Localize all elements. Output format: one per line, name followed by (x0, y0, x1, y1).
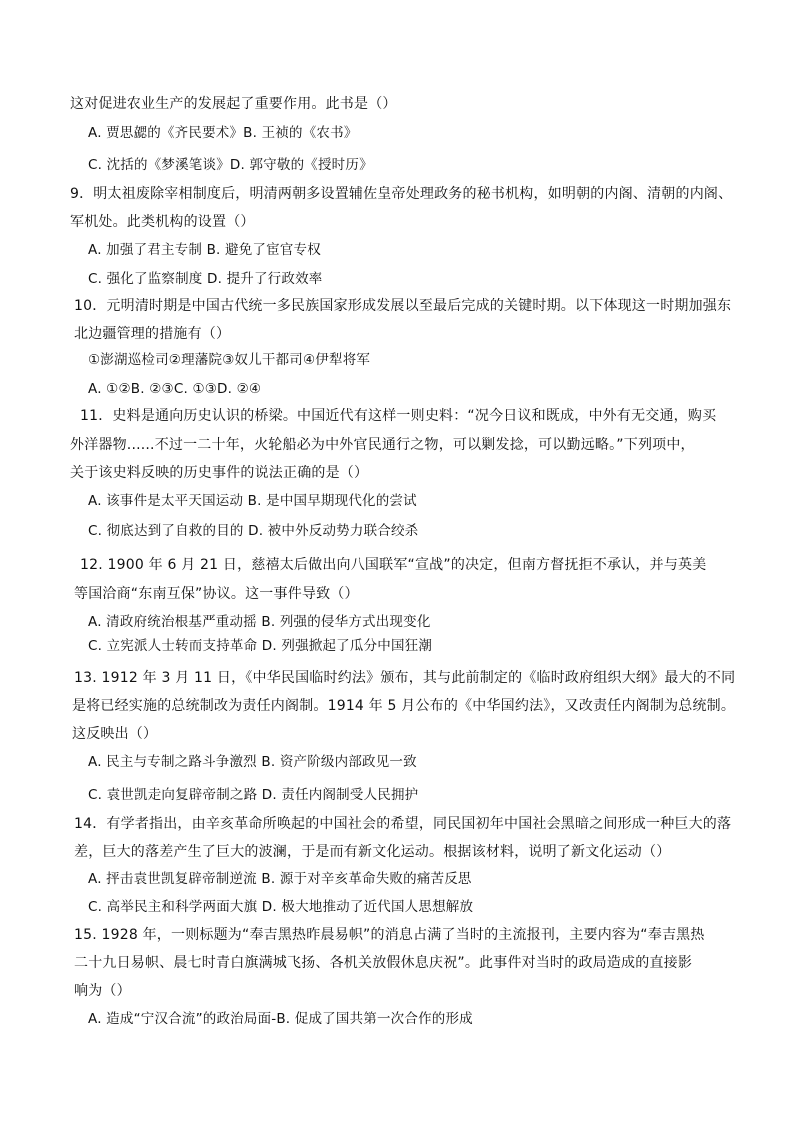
q13-options-cd: C. 袁世凯走向复辟帝制之路 D. 责任内阁制受人民拥护 (88, 787, 419, 803)
q9-options-cd: C. 强化了监察制度 D. 提升了行政效率 (88, 271, 323, 287)
q9-options-ab: A. 加强了君主专制 B. 避免了宦官专权 (88, 242, 321, 258)
q9-stem-line2: 军机处。此类机构的设置（） (70, 214, 255, 230)
q9-stem-line1: 9．明太祖废除宰相制度后，明清两朝多设置辅佐皇帝处理政务的秘书机构，如明朝的内阁、清朝的内阁、 (70, 186, 733, 202)
q8-options-cd: C. 沈括的《梦溪笔谈》D. 郭守敬的《授时历》 (88, 157, 373, 173)
q14-stem-line1: 14．有学者指出，由辛亥革命所唤起的中国社会的希望，同民国初年中国社会黑暗之间形成一种巨大的落 (74, 816, 732, 832)
q11-stem-line1: 11．史料是通向历史认识的桥梁。中国近代有这样一则史料：“况今日议和既成，中外有无交通，购买 (80, 408, 717, 424)
q10-stem-line1: 10．元明清时期是中国古代统一多民族国家形成发展以至最后完成的关键时期。以下体现这一时期加强东 (74, 298, 732, 314)
q13-stem-line1: 13. 1912 年 3 月 11 日，《中华民国临时约法》颁布，其与此前制定的《临时政府组织大纲》最大的不同 (74, 670, 736, 686)
q10-options: A. ①②B. ②③C. ①③D. ②④ (88, 381, 262, 397)
q15-stem-line3: 响为（） (74, 983, 131, 999)
q13-stem-line3: 这反映出（） (72, 726, 158, 742)
q12-stem-line1: 12. 1900 年 6 月 21 日，慈禧太后做出向八国联军“宣战”的决定，但南方督抚拒不承认，并与英美 (80, 557, 707, 573)
q12-options-ab: A. 清政府统治根基严重动摇 B. 列强的侵华方式出现变化 (88, 614, 431, 630)
q14-options-ab: A. 抨击袁世凯复辟帝制逆流 B. 源于对辛亥革命失败的痛苦反思 (88, 871, 472, 887)
q15-options-ab: A. 造成“宁汉合流”的政治局面-B. 促成了国共第一次合作的形成 (88, 1011, 473, 1027)
q15-stem-line2: 二十九日易帜、晨七时青白旗满城飞扬、各机关放假休息庆祝”。此事件对当时的政局造成的直接影 (74, 955, 693, 971)
q11-stem-line3: 关于该史料反映的历史事件的说法正确的是（） (70, 465, 369, 481)
q8-stem-continuation: 这对促进农业生产的发展起了重要作用。此书是（） (70, 96, 397, 112)
q14-stem-line2: 差，巨大的落差产生了巨大的波澜，于是而有新文化运动。根据该材料，说明了新文化运动（） (74, 844, 671, 860)
q11-stem-line2: 外洋器物......不过一二十年，火轮船必为中外官民通行之物，可以剿发捻，可以勤远略。”下列项中， (70, 437, 695, 453)
q10-stem-line2: 北边疆管理的措施有（） (74, 326, 231, 342)
q8-options-ab: A. 贾思勰的《齐民要术》B. 王祯的《农书》 (88, 125, 358, 141)
q11-options-ab: A. 该事件是太平天国运动 B. 是中国早期现代化的尝试 (88, 493, 417, 509)
q10-items: ①澎湖巡检司②理藩院③奴儿干都司④伊犁将军 (88, 352, 371, 368)
q15-stem-line1: 15. 1928 年，一则标题为“奉吉黑热昨晨易帜”的消息占满了当时的主流报刊，主要内容为“奉吉黑热 (74, 927, 705, 943)
q13-options-ab: A. 民主与专制之路斗争激烈 B. 资产阶级内部政见一致 (88, 754, 417, 770)
q11-options-cd: C. 彻底达到了自救的目的 D. 被中外反动势力联合绞杀 (88, 523, 419, 539)
q12-options-cd: C. 立宪派人士转而支持革命 D. 列强掀起了瓜分中国狂潮 (88, 638, 433, 654)
q14-options-cd: C. 高举民主和科学两面大旗 D. 极大地推动了近代国人思想解放 (88, 899, 474, 915)
q12-stem-line2: 等国洽商“东南互保”协议。这一事件导致（） (74, 586, 359, 602)
q13-stem-line2: 是将已经实施的总统制改为责任内阁制。1914 年 5 月公布的《中华国约法》，又改责任内阁制为总统制。 (72, 698, 736, 714)
